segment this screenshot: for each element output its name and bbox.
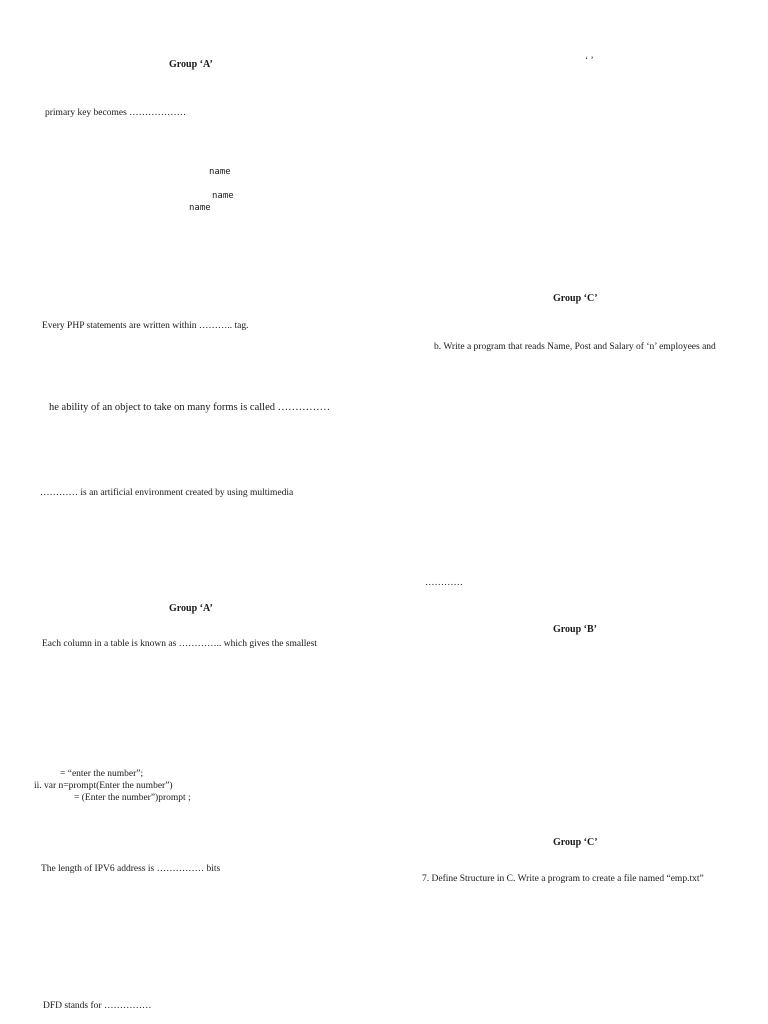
question-structure-c: 7. Define Structure in C. Write a program to create a file named “emp.txt”: [422, 874, 704, 884]
code-name-label: name: [209, 167, 231, 177]
group-c-heading-bottom: Group ‘C’: [553, 837, 598, 848]
group-c-heading-top: Group ‘C’: [553, 293, 598, 304]
quote-marks: ‘ ’: [585, 56, 594, 66]
code-line: ii. var n=prompt(Enter the number”): [34, 781, 173, 791]
code-name-label: name: [212, 191, 234, 201]
question-column-name: Each column in a table is known as ………….. which gives the smallest: [42, 639, 317, 649]
question-php-tag: Every PHP statements are written within ……….. tag.: [42, 321, 249, 331]
question-primary-key: primary key becomes ………………: [45, 108, 187, 118]
question-ipv6-length: The length of IPV6 address is …………… bits: [41, 864, 221, 874]
group-a-heading-top: Group ‘A’: [169, 59, 213, 70]
code-line: = “enter the number”;: [60, 769, 144, 779]
group-b-heading: Group ‘B’: [553, 624, 597, 635]
group-a-heading-bottom: Group ‘A’: [169, 603, 213, 614]
dots-placeholder: …………: [425, 578, 463, 588]
code-line: = (Enter the number”)prompt ;: [74, 793, 191, 803]
code-name-label: name: [189, 203, 211, 213]
question-employee-program: b. Write a program that reads Name, Post and Salary of ‘n’ employees and: [434, 342, 716, 352]
question-dfd: DFD stands for ……………: [43, 1001, 152, 1011]
question-polymorphism: he ability of an object to take on many forms is called ……………: [49, 402, 331, 413]
question-virtual-reality: ………… is an artificial environment created by using multimedia: [40, 488, 294, 498]
